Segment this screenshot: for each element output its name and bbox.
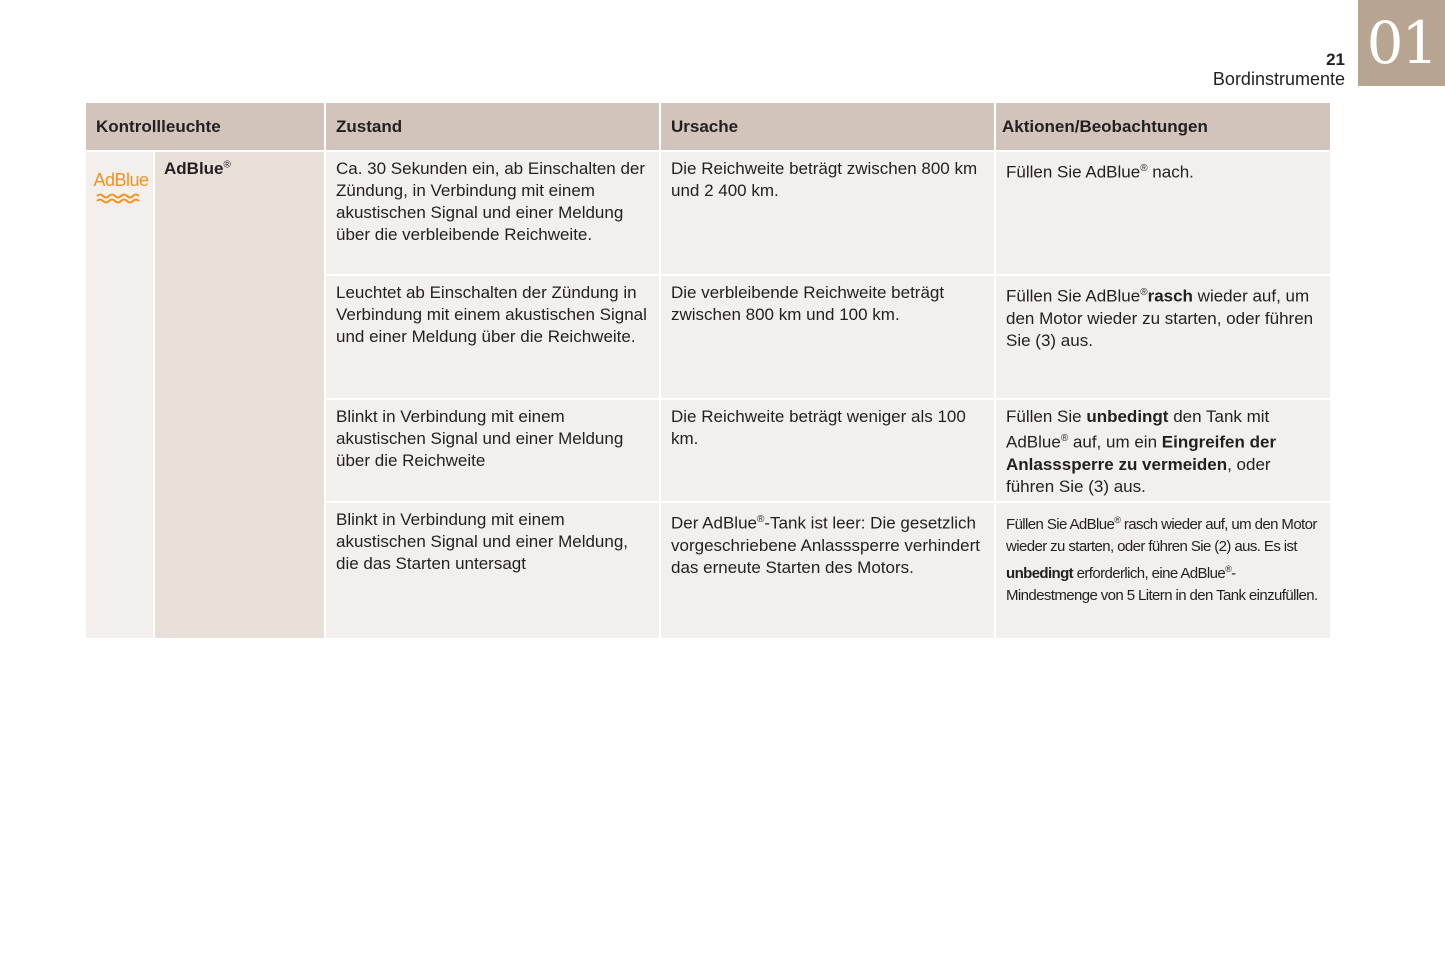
row3-aktion [996, 400, 1330, 501]
row4-aktion [996, 503, 1330, 638]
row1-aktion-text: Füllen Sie AdBlue [1006, 162, 1141, 182]
indicator-table [86, 103, 1332, 638]
registered-mark: ® [1114, 515, 1121, 525]
header-ursache: Ursache [661, 103, 994, 150]
registered-mark: ® [1060, 433, 1069, 444]
row2-aktion-text: Füllen Sie AdBlue [1006, 286, 1141, 306]
row4-aktion-text: rasch wieder auf, um den Motor wieder zu starten, oder führen Sie (2) aus. Es ist [1006, 516, 1317, 555]
row4-ursache-text: Der AdBlue [671, 513, 757, 533]
row3-ursache: Die Reichweite beträgt weniger als 100 km. [661, 400, 994, 501]
row1-ursache: Die Reichweite beträgt zwischen 800 km und 2 400 km. [661, 152, 994, 274]
row3-aktion-text: Füllen Sie [1006, 407, 1087, 426]
row3-zustand: Blinkt in Verbindung mit einem akustischen Signal und einer Meldung über die Reichweite [326, 400, 659, 501]
row3-aktion-bold: Eingreifen der Anlasssperre zu vermeiden [1006, 432, 1277, 474]
row4-ursache-text: -Tank ist leer: Die gesetzlich vorgeschriebene Anlasssperre verhindert das erneute Starten des Motors. [671, 513, 981, 577]
row4-aktion-text: -Mindestmenge von 5 Litern in den Tank einzufüllen. [1006, 565, 1318, 604]
row2-aktion-bold: rasch [1147, 286, 1193, 306]
row3-aktion-text: auf, um ein [1068, 432, 1162, 452]
registered-mark: ® [223, 159, 231, 171]
header-kontrollleuchte: Kontrollleuchte [86, 103, 324, 150]
registered-mark: ® [1225, 564, 1232, 574]
registered-mark: ® [1140, 287, 1148, 298]
page-number: 21 [1326, 50, 1345, 69]
indicator-icon-cell [86, 152, 153, 638]
adblue-wave-icon [91, 192, 151, 204]
indicator-name [155, 152, 324, 638]
row2-zustand: Leuchtet ab Einschalten der Zündung in Verbindung mit einem akustischen Signal und einer Meldung über die Reichweite. [326, 276, 659, 398]
row4-zustand: Blinkt in Verbindung mit einem akustischen Signal und einer Meldung, die das Starten untersagt [326, 503, 659, 638]
row1-aktion [996, 152, 1330, 274]
header-zustand: Zustand [326, 103, 659, 150]
registered-mark: ® [1140, 163, 1148, 174]
adblue-icon-text: AdBlue [93, 170, 149, 190]
chapter-tab: 01 [1358, 0, 1445, 86]
row3-aktion-text: , oder führen Sie (3) aus. [1006, 454, 1271, 496]
adblue-icon [91, 170, 151, 209]
header-aktionen: Aktionen/Beobachtungen [996, 103, 1330, 150]
section-title: Bordinstrumente [1212, 69, 1345, 89]
row2-aktion [996, 276, 1330, 398]
row2-aktion-text: wieder auf, um den Motor wieder zu starten, oder führen Sie (3) aus. [1006, 286, 1314, 350]
row4-ursache [661, 503, 994, 638]
row4-aktion-text: erforderlich, eine AdBlue [1073, 565, 1226, 582]
row1-zustand: Ca. 30 Sekunden ein, ab Einschalten der Zündung, in Verbindung mit einem akustischen Signal und einer Meldung über die verbleibende Reichweite. [326, 152, 659, 274]
row4-aktion-bold: unbedingt [1006, 565, 1074, 582]
row1-aktion-text: nach. [1147, 162, 1194, 182]
row4-aktion-text: Füllen Sie AdBlue [1006, 516, 1115, 533]
row3-aktion-bold: unbedingt [1086, 407, 1169, 426]
row2-ursache: Die verbleibende Reichweite beträgt zwischen 800 km und 100 km. [661, 276, 994, 398]
registered-mark: ® [757, 514, 765, 525]
row3-aktion-text: den Tank mit AdBlue [1006, 407, 1270, 452]
indicator-name-text: AdBlue [164, 159, 224, 178]
